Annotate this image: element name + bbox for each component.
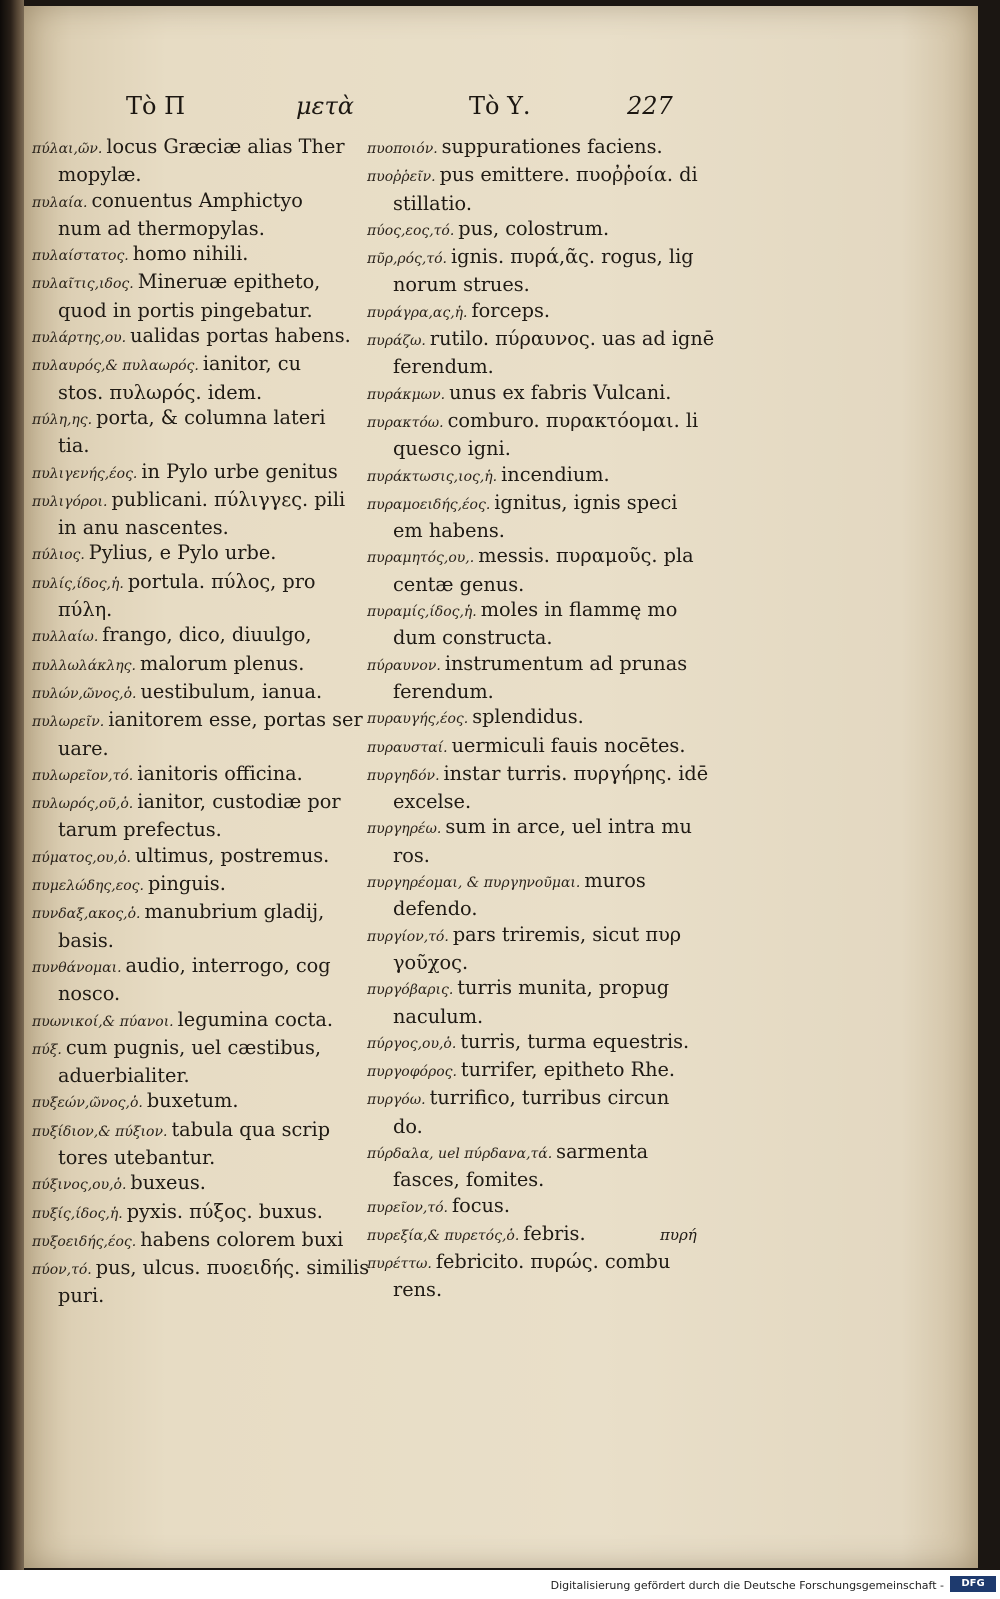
- entry-line: [32, 953, 372, 981]
- headword: πυράζω.: [367, 333, 426, 350]
- gloss: buxeus.: [130, 1171, 206, 1195]
- running-header: [24, 86, 978, 126]
- headword: πυλλαίω.: [32, 629, 99, 646]
- entry-line: [32, 405, 372, 433]
- headword: πυλωρεῖον,τό.: [32, 767, 134, 784]
- gloss: pus emittere. πυοῤῥοία. di: [439, 163, 698, 187]
- headword: πύματος,ου,ὁ.: [32, 849, 131, 866]
- entry-line: [32, 134, 372, 162]
- gloss: ultimus, postremus.: [135, 843, 330, 867]
- headword: πυξοειδής,έος.: [32, 1233, 137, 1250]
- entry-line: [367, 1193, 722, 1221]
- entry-line: [367, 380, 722, 408]
- gloss: tores utebantur.: [58, 1145, 216, 1169]
- headword: πυμελώδης,εος.: [32, 878, 144, 895]
- entry-line: [367, 272, 722, 297]
- gloss: defendo.: [393, 897, 478, 921]
- entry-line: [32, 1088, 372, 1116]
- entry-line: [367, 162, 722, 190]
- entry-line: [367, 462, 722, 490]
- entry-line: [367, 1167, 722, 1192]
- headword: πυλαίστατος.: [32, 248, 129, 265]
- entry-line: [367, 134, 722, 162]
- entry-line: [367, 651, 722, 679]
- header-right: Τὸ Υ.: [469, 92, 531, 120]
- gloss: pyxis. πύξος. buxus.: [126, 1199, 323, 1223]
- headword: πύξινος,ου,ὁ.: [32, 1177, 127, 1194]
- gloss: uermiculi fauis nocētes.: [451, 733, 686, 757]
- entry-line: [32, 323, 372, 351]
- gloss: rens.: [393, 1278, 443, 1302]
- gloss: porta, & columna lateri: [96, 405, 326, 429]
- gloss: turrifico, turribus circun: [429, 1086, 670, 1110]
- gloss: pinguis.: [147, 872, 226, 896]
- gloss: cum pugnis, uel cæstibus,: [65, 1035, 321, 1059]
- gloss: portula. πύλος, pro: [127, 569, 316, 593]
- gloss: naculum.: [393, 1004, 484, 1028]
- gloss: stillatio.: [393, 191, 472, 215]
- headword: πυοποιόν.: [367, 141, 438, 157]
- headword: πυλιγόροι.: [32, 493, 108, 510]
- gloss: puri.: [58, 1284, 105, 1308]
- gloss: tabula qua scrip: [171, 1117, 331, 1141]
- entry-line: [32, 1170, 372, 1198]
- headword: πυρεξία,& πυρετός,ὁ.: [367, 1227, 520, 1244]
- headword: πυξεών,ῶνος,ὁ.: [32, 1095, 143, 1112]
- entry-line: [32, 871, 372, 899]
- entry-line: [367, 354, 722, 379]
- gloss: quod in portis pingebatur.: [58, 298, 313, 322]
- headword: πυλαῖτις,ιδος.: [32, 276, 134, 293]
- gloss: pars triremis, sicut πυρ: [452, 922, 682, 946]
- gloss: basis.: [58, 928, 114, 952]
- entry-line: [32, 1007, 372, 1035]
- gloss: habens colorem buxi: [140, 1227, 344, 1251]
- entry-line: [367, 896, 722, 921]
- gloss: sum in arce, uel intra mu: [445, 815, 692, 839]
- headword: πυνθάνομαι.: [32, 959, 122, 976]
- headword: πυλίς,ίδος,ἡ.: [32, 575, 124, 592]
- entry-line: [367, 1057, 722, 1085]
- gloss: malorum plenus.: [139, 651, 305, 675]
- gloss: publicani. πύλιγγες. pili: [111, 487, 346, 511]
- gloss: num ad thermopylas.: [58, 216, 265, 240]
- gloss: ros.: [393, 843, 430, 867]
- entry-line: [32, 569, 372, 597]
- right-column: [367, 134, 722, 1303]
- entry-line: [367, 1249, 722, 1277]
- headword: πυλλωλάκλης.: [32, 657, 136, 674]
- dfg-logo: DFG: [950, 1576, 996, 1592]
- gloss: pus, colostrum.: [458, 216, 610, 240]
- headword: πύραυνον.: [367, 657, 441, 674]
- left-column: [32, 134, 372, 1309]
- entry-line: [367, 814, 722, 842]
- entry-line: [367, 1085, 722, 1113]
- header-middle: μετὰ: [296, 92, 354, 120]
- headword: πυραμίς,ίδος,ἡ.: [367, 604, 477, 621]
- entry-line: [32, 679, 372, 707]
- entry-line: [32, 188, 372, 216]
- entry-line: [32, 1255, 372, 1283]
- gloss: unus ex fabris Vulcani.: [449, 380, 672, 404]
- entry-line: [367, 922, 722, 950]
- entry-line: [367, 950, 722, 975]
- headword: πυρακτόω.: [367, 414, 444, 431]
- headword: πυργόω.: [367, 1092, 426, 1109]
- entry-line: [32, 899, 372, 927]
- gloss: nosco.: [58, 982, 121, 1006]
- entry-line: [367, 1004, 722, 1029]
- gloss: in Pylo urbe genitus: [141, 459, 338, 483]
- headword: πυλωρός,οῦ,ὁ.: [32, 796, 134, 813]
- header-left: Τὸ Π: [126, 92, 186, 120]
- headword: πυλιγενής,έος.: [32, 465, 138, 482]
- gloss: turris, turma equestris.: [460, 1029, 690, 1053]
- entry-line: [367, 704, 722, 732]
- entry-line: [367, 1277, 722, 1302]
- entry-line: [367, 733, 722, 761]
- gloss: in anu nascentes.: [58, 516, 229, 540]
- gloss: audio, interrogo, cog: [125, 953, 331, 977]
- entry-line: [32, 843, 372, 871]
- entry-line: [367, 543, 722, 571]
- gloss: moles in flammę mo: [480, 598, 678, 622]
- book-binding-edge: [0, 0, 24, 1599]
- entry-line: [32, 1145, 372, 1170]
- headword: πυλωρεῖν.: [32, 714, 105, 731]
- entry-line: [367, 679, 722, 704]
- entry-line: [367, 216, 722, 244]
- entry-line: [32, 433, 372, 458]
- entry-line: [32, 981, 372, 1006]
- gloss: uestibulum, ianua.: [140, 679, 323, 703]
- gloss: instrumentum ad prunas: [444, 651, 688, 675]
- entry-line: [32, 351, 372, 379]
- gloss: ferendum.: [393, 679, 494, 703]
- headword: πυργηρέομαι, & πυργηνοῦμαι.: [367, 875, 581, 892]
- entry-line: [367, 490, 722, 518]
- headword: πυξίς,ίδος,ἡ.: [32, 1205, 123, 1222]
- entry-line: [367, 975, 722, 1003]
- entry-line: [367, 761, 722, 789]
- gloss: ualidas portas habens.: [130, 324, 351, 348]
- entry-line: [367, 408, 722, 436]
- headword: πυλών,ῶνος,ὁ.: [32, 685, 137, 702]
- gloss: turrifer, epitheto Rhe.: [460, 1058, 676, 1082]
- entry-line: [32, 789, 372, 817]
- gloss: ianitor, cu: [202, 352, 302, 376]
- gloss: forceps.: [471, 298, 551, 322]
- headword: πυργοφόρος.: [367, 1064, 457, 1081]
- gloss: tia.: [58, 434, 90, 458]
- gloss: tarum prefectus.: [58, 818, 222, 842]
- gloss: homo nihili.: [132, 242, 249, 266]
- entry-line: [32, 761, 372, 789]
- gloss: Mineruæ epitheto,: [137, 270, 321, 294]
- headword: πυλάρτης,ου.: [32, 330, 127, 347]
- gloss: centæ genus.: [393, 572, 525, 596]
- entry-line: [32, 817, 372, 842]
- headword: πύργος,ου,ὁ.: [367, 1035, 457, 1052]
- headword: πυράκτωσις,ιος,ἡ.: [367, 468, 498, 485]
- gloss: excelse.: [393, 790, 472, 814]
- entry-line: [367, 244, 722, 272]
- funding-credit: Digitalisierung gefördert durch die Deutsche Forschungsgemeinschaft -: [550, 1579, 944, 1592]
- gloss: splendidus.: [472, 705, 584, 729]
- entry-line: [32, 241, 372, 269]
- headword: πύος,εος,τό.: [367, 222, 455, 239]
- headword: πυρεῖον,τό.: [367, 1199, 448, 1216]
- entry-line: [32, 380, 372, 405]
- page-number: 227: [627, 92, 673, 120]
- gloss: stos. πυλωρός. idem.: [58, 380, 263, 404]
- entry-line: [367, 191, 722, 216]
- entry-line: [32, 651, 372, 679]
- gloss: turris munita, propug: [457, 976, 670, 1000]
- entry-line: [367, 298, 722, 326]
- entry-line: [32, 1035, 372, 1063]
- entry-line: [32, 487, 372, 515]
- gloss: buxetum.: [146, 1089, 239, 1113]
- entry-line: [32, 298, 372, 323]
- entry-line: [367, 625, 722, 650]
- headword: πύρδαλα, uel πύρδανα,τά.: [367, 1145, 553, 1162]
- entry-line: [32, 1227, 372, 1255]
- headword: πύλαι,ῶν.: [32, 141, 103, 157]
- gloss: legumina cocta.: [177, 1007, 334, 1031]
- headword: πυργηρέω.: [367, 821, 442, 838]
- entry-line: [32, 707, 372, 735]
- headword: πύον,τό.: [32, 1262, 92, 1279]
- gloss: ferendum.: [393, 355, 494, 379]
- gloss: em habens.: [393, 519, 505, 543]
- entry-line: [367, 1114, 722, 1139]
- headword: πῦρ,ρός,τό.: [367, 251, 447, 268]
- gloss: pus, ulcus. πυοειδής. similis: [95, 1256, 370, 1280]
- entry-line: [32, 459, 372, 487]
- gloss: aduerbialiter.: [58, 1064, 190, 1088]
- gloss: incendium.: [501, 462, 610, 486]
- headword: πυργόβαρις.: [367, 982, 454, 999]
- gloss: febricito. πυρώς. combu: [435, 1250, 671, 1274]
- gloss: πύλη.: [58, 598, 113, 622]
- entry-line: [367, 843, 722, 868]
- gloss: Pylius, e Pylo urbe.: [88, 541, 277, 565]
- headword: πυοῤῥεῖν.: [367, 169, 436, 186]
- entry-line: [32, 1063, 372, 1088]
- headword: πυργίον,τό.: [367, 928, 449, 945]
- headword: πύλιος.: [32, 547, 85, 564]
- entry-line: [32, 540, 372, 568]
- entry-line: [32, 622, 372, 650]
- entry-line: [367, 597, 722, 625]
- headword: πυλαυρός,& πυλαωρός.: [32, 358, 199, 375]
- entry-line: [367, 868, 722, 896]
- gloss: messis. πυραμοῦς. pla: [478, 544, 694, 568]
- gloss: uare.: [58, 736, 109, 760]
- gloss: instar turris. πυργήρης. idē: [443, 761, 709, 785]
- entry-line: [32, 269, 372, 297]
- headword: πυραυσταί.: [367, 739, 448, 756]
- entry-line: [32, 736, 372, 761]
- book-page: [24, 6, 978, 1568]
- headword: πυνδαξ,ακος,ὁ.: [32, 906, 141, 923]
- gloss: ianitorem esse, portas ser: [108, 708, 363, 732]
- entry-line: [32, 1117, 372, 1145]
- gloss: rutilo. πύραυνος. uas ad ignē: [429, 327, 715, 351]
- headword: πυραμητός,ου,.: [367, 550, 475, 567]
- headword: πυράγρα,ας,ἡ.: [367, 304, 468, 321]
- gloss: mopylæ.: [58, 163, 142, 187]
- headword: πυωνικοί,& πύανοι.: [32, 1013, 174, 1030]
- gloss: ianitor, custodiæ por: [137, 790, 341, 814]
- entry-line: [367, 518, 722, 543]
- entry-line: [32, 1283, 372, 1308]
- gloss: sarmenta: [556, 1139, 649, 1163]
- gloss: locus Græciæ alias Ther: [106, 135, 345, 158]
- gloss: frango, dico, diuulgo,: [102, 623, 312, 647]
- entry-line: [367, 436, 722, 461]
- headword: πύλη,ης.: [32, 411, 93, 428]
- gloss: muros: [584, 869, 646, 893]
- entry-line: [367, 326, 722, 354]
- gloss: comburo. πυρακτόομαι. li: [447, 408, 699, 432]
- gloss: norum strues.: [393, 273, 530, 297]
- catchword: πυρή: [660, 1226, 697, 1244]
- headword: πυλαία.: [32, 194, 88, 211]
- entry-line: [32, 928, 372, 953]
- entry-line: [367, 1029, 722, 1057]
- gloss: ignitus, ignis speci: [494, 490, 678, 514]
- gloss: quesco igni.: [393, 437, 511, 461]
- headword: πύξ.: [32, 1041, 62, 1058]
- footer-bar: [0, 1570, 1000, 1599]
- headword: πυραμοειδής,έος.: [367, 496, 491, 513]
- gloss: manubrium gladij,: [144, 900, 325, 924]
- headword: πυργηδόν.: [367, 767, 440, 784]
- gloss: fasces, fomites.: [393, 1168, 545, 1192]
- entry-line: [32, 216, 372, 241]
- headword: πυξίδιον,& πύξιον.: [32, 1123, 168, 1140]
- gloss: dum constructa.: [393, 626, 553, 650]
- entry-line: [32, 1199, 372, 1227]
- headword: πυρέττω.: [367, 1256, 432, 1273]
- gloss: ignis. πυρά,ᾶς. rogus, lig: [450, 245, 694, 269]
- headword: πυραυγής,έος.: [367, 711, 469, 728]
- gloss: ianitoris officina.: [137, 761, 303, 785]
- gloss: suppurationes faciens.: [441, 135, 663, 158]
- gloss: γοῦχος.: [393, 950, 469, 974]
- entry-line: [32, 515, 372, 540]
- entry-line: [32, 597, 372, 622]
- gloss: conuentus Amphictyo: [91, 188, 303, 212]
- entry-line: [32, 162, 372, 187]
- entry-line: [367, 1139, 722, 1167]
- gloss: focus.: [451, 1193, 510, 1217]
- entry-line: [367, 789, 722, 814]
- headword: πυράκμων.: [367, 386, 446, 403]
- entry-line: [367, 572, 722, 597]
- gloss: do.: [393, 1114, 423, 1138]
- gloss: febris.: [523, 1221, 586, 1245]
